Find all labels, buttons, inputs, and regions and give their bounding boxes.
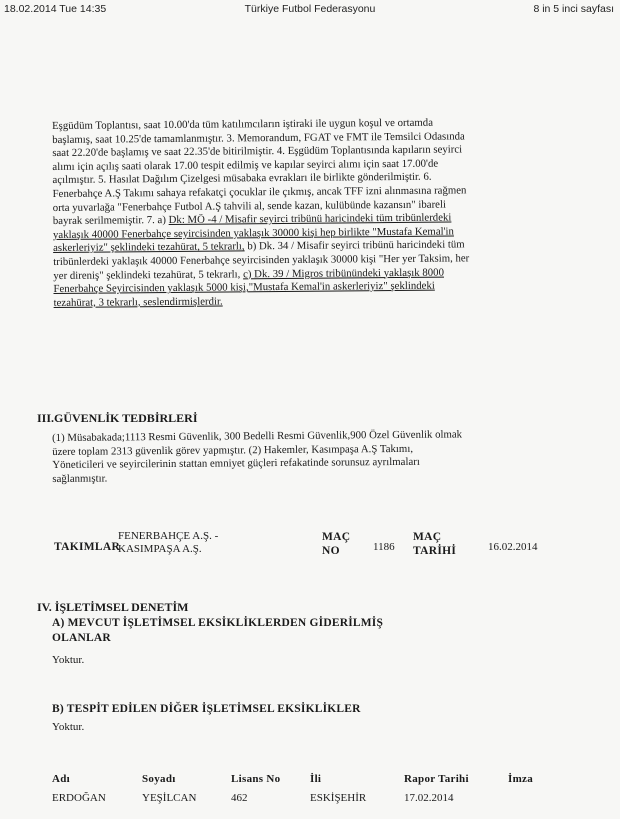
- print-page-number: 8 in 5 inci sayfası: [533, 3, 614, 15]
- cell-report-date: 17.02.2014: [404, 792, 454, 804]
- header-name: Adı: [52, 773, 71, 785]
- match-date-label-line2: TARİHİ: [413, 545, 457, 557]
- match-no-label: [322, 530, 350, 558]
- section3-title: III.GÜVENLİK TEDBİRLERİ: [37, 411, 198, 425]
- signature-table: [0, 770, 620, 810]
- print-datetime: 18.02.2014 Tue 14:35: [4, 3, 107, 15]
- team-away: KASIMPAŞA A.Ş.: [118, 543, 202, 555]
- section4b-title: B) TESPİT EDİLEN DİĞER İŞLETİMSEL EKSİKLİKLER: [52, 703, 361, 715]
- header-city: İli: [310, 773, 322, 785]
- teams-label: TAKIMLAR: [54, 541, 121, 553]
- print-org-name: Türkiye Futbol Federasyonu: [244, 3, 376, 15]
- narrative-paragraph: [52, 116, 474, 310]
- match-date-label-line1: MAÇ: [413, 531, 442, 543]
- header-report-date: Rapor Tarihi: [404, 773, 469, 785]
- section3-body: (1) Müsabakada;1113 Resmi Güvenlik, 300 Bedelli Resmi Güvenlik,900 Özel Güvenlik olmak üzere toplam 2313 güvenlik görev yapmıştır. (2) Hakemler, Kasımpaşa A.Ş Takımı, Yöneticileri ve seyircilerinin stattan emniyet güçleri refakatinde sorunsuz ayrılmaları sağlanmıştır.: [52, 428, 463, 485]
- match-date-label: [413, 530, 456, 558]
- match-info-row: [0, 528, 620, 568]
- team-home: FENERBAHÇE A.Ş. -: [118, 530, 219, 542]
- header-license-no: Lisans No: [231, 773, 281, 785]
- cell-license-no: 462: [231, 792, 248, 804]
- section4a-body: Yoktur.: [52, 654, 85, 666]
- section4b-body: Yoktur.: [52, 721, 85, 733]
- print-header: [0, 0, 620, 16]
- match-no-label-line2: NO: [322, 545, 340, 557]
- header-surname: Soyadı: [142, 773, 176, 785]
- cell-surname: YEŞİLCAN: [142, 792, 197, 804]
- cell-name: ERDOĞAN: [52, 792, 106, 804]
- narrative-underlined-a: Dk: MÖ -4 / Misafir seyirci tribünü haricindeki tüm tribünlerdeki yaklaşık 40000 Fenerbahçe seyircisinden yaklaşık 30000 kişi hep birlikte "Mustafa Kemal'in askerleriyiz" şeklindeki tezahürat, 5 tekrarlı,: [52, 211, 454, 255]
- section4-title: IV. İŞLETİMSEL DENETİM: [37, 600, 189, 614]
- header-signature: İmza: [508, 773, 534, 785]
- cell-city: ESKİŞEHİR: [310, 792, 367, 804]
- teams-value: [118, 530, 218, 556]
- match-date-value: 16.02.2014: [488, 541, 538, 553]
- narrative-part3: b) Dk. 34 / Misafir seyirci tribünü haricindeki tüm tribünlerdeki yaklaşık 40000 Fenerbahçe seyircisinden yaklaşık 30000 kişi "Her yer Taksim, her yer direniş" şeklindeki tezahürat, 5 tekrarlı,: [53, 238, 470, 282]
- section4a-title: A) MEVCUT İŞLETİMSEL EKSİKLİKLERDEN GİDERİLMİŞ OLANLAR: [52, 617, 384, 644]
- narrative-underlined-c: c) Dk. 39 / Migros tribünündeki yaklaşık 8000 Fenerbahçe Seyircisinden yaklaşık 5000 kişi,"Mustafa Kemal'in askerleriyiz" şeklindeki tezahürat, 3 tekrarlı, seslendirmişlerdir.: [53, 266, 445, 309]
- match-no-label-line1: MAÇ: [322, 531, 351, 543]
- match-no-value: 1186: [373, 541, 395, 553]
- report-narrative: [52, 116, 474, 310]
- narrative-part1: Eşgüdüm Toplantısı, saat 10.00'da tüm katılımcıların iştiraki ile uygun koşul ve ortamda başlamış, saat 10.25'de tamamlanmıştır. 3. Memorandum, FGAT ve FMT ile Temsilci Odasında saat 22.20'de başlamış ve saat 22.35'de bitirilmiştir. 4. Eşgüdüm Toplantısında kapıların seyirci alımı için açılış saati olarak 17.00 tespit edilmiş ve kapılar seyirci alımı için saat 17.00'de açılmıştır. 5. Hasılat Dağılım Çizelgesi müsabaka evrakları ile birlikte gönderilmiştir. 6. Fenerbahçe A.Ş Takımı sahaya refakatçi çocuklar ile çıkmış, ancak TFF izni alınmasına rağmen orta yuvarlağa "Fenerbahçe Futbol A.Ş tahvili al, sende kazan, kulübünde kazansın" ibareli bayrak serilmemiştir. 7. a): [52, 116, 467, 228]
